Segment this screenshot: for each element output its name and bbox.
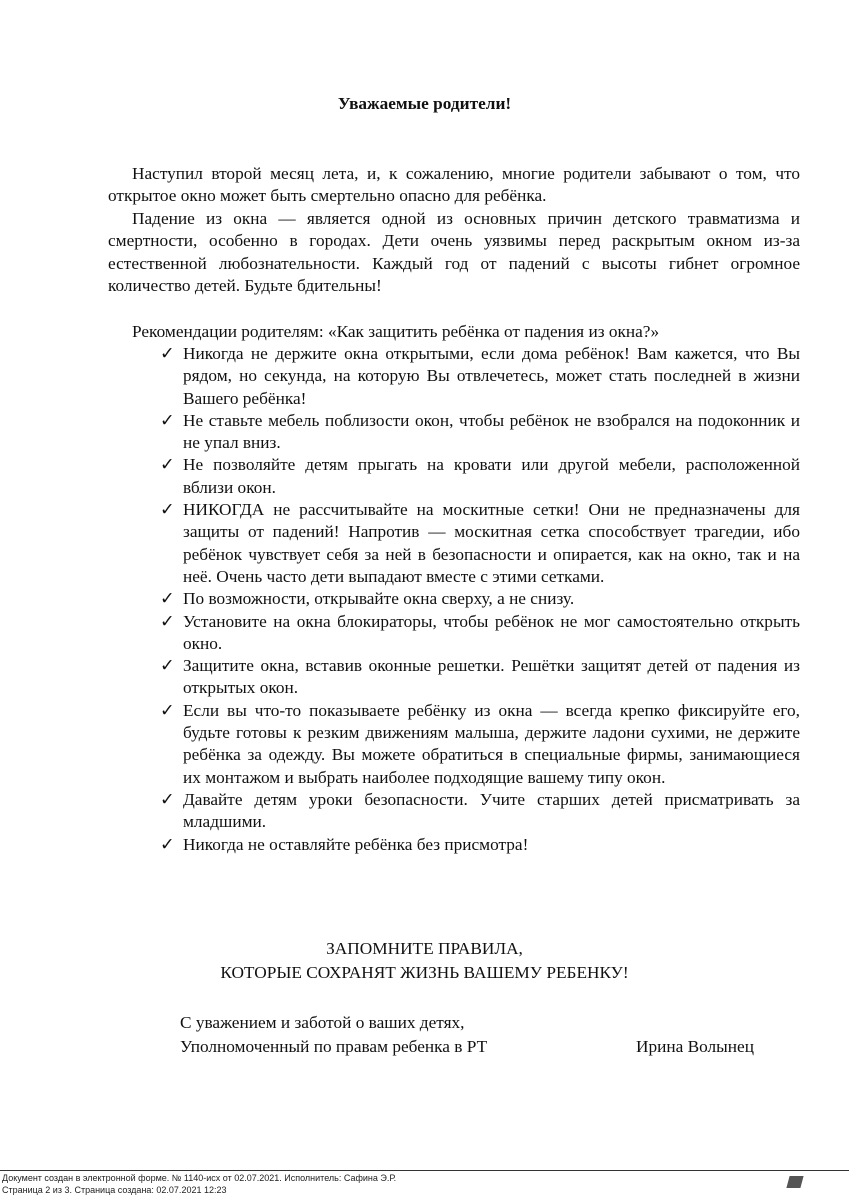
recommendation-item (160, 789, 800, 834)
caps-line: ЗАПОМНИТЕ ПРАВИЛА, (326, 939, 523, 958)
recommendation-text: Установите на окна блокираторы, чтобы ребёнок не мог самостоятельно открыть окно. (183, 611, 800, 653)
recommendation-item (160, 499, 800, 588)
recommendation-text: Не позволяйте детям прыгать на кровати или другой мебели, расположенной вблизи окон. (183, 455, 800, 497)
checkmark-icon: ✓ (160, 834, 175, 854)
recommendation-item (160, 410, 800, 455)
signature-name: Ирина Волынец (636, 1037, 754, 1056)
checkmark-icon: ✓ (160, 589, 175, 609)
recommendation-item (160, 655, 800, 700)
caps-line: КОТОРЫЕ СОХРАНЯТ ЖИЗНЬ ВАШЕМУ РЕБЕНКУ! (220, 963, 629, 982)
recommendation-text: Никогда не оставляйте ребёнка без присмотра! (183, 834, 529, 854)
checkmark-icon: ✓ (160, 455, 175, 475)
recommendation-item (160, 700, 800, 789)
document-title: Уважаемые родители! (337, 94, 512, 113)
recommendation-text: Давайте детям уроки безопасности. Учите старших детей присматривать за младшими. (183, 789, 800, 832)
recommendation-text: НИКОГДА не рассчитывайте на москитные сетки! Они не предназначены для защиты от падений! Напротив — москитная сетка способствует трагедии, ибо ребёнок чувствует себя за ней в безопасности и опирается, как на окно, так и на неё. Очень часто дети выпадают вместе с этими сетками. (183, 500, 800, 586)
recommendation-item (160, 343, 800, 410)
danger-paragraph: Падение из окна — является одной из основных причин детского травматизма и смертности, особенно в городах. Дети очень уязвимы перед раскрытым окном из-за естественной любознательности. Каждый год от падений с высоты гибнет огромное количество детей. Будьте бдительны! (108, 209, 800, 295)
footer-divider (0, 1170, 849, 1171)
recommendation-text: Защитите окна, вставив оконные решетки. Решётки защитят детей от падения из открытых окон. (183, 656, 800, 698)
logo-mark-icon (786, 1176, 803, 1188)
checkmark-icon: ✓ (160, 700, 175, 720)
recommendation-text: По возможности, открывайте окна сверху, а не снизу. (183, 589, 575, 609)
checkmark-icon: ✓ (160, 500, 175, 520)
signature-position: Уполномоченный по правам ребенка в РТ (180, 1037, 488, 1056)
remember-rules-heading (0, 937, 849, 985)
footer-doc-info: Документ создан в электронной форме. № 1140-исх от 02.07.2021. Исполнитель: Сафина Э.Р. (2, 1173, 397, 1183)
recommendations-heading: Рекомендации родителям: «Как защитить ребёнка от падения из окна?» (132, 322, 660, 341)
recommendation-item (160, 454, 800, 499)
checkmark-icon: ✓ (160, 410, 175, 430)
recommendation-item (160, 588, 800, 610)
signature-greeting: С уважением и заботой о ваших детях, (180, 1013, 465, 1032)
checkmark-icon: ✓ (160, 611, 175, 631)
footer-page-info: Страница 2 из 3. Страница создана: 02.07.2021 12:23 (2, 1185, 227, 1195)
recommendation-item (160, 611, 800, 656)
checkmark-icon: ✓ (160, 789, 175, 809)
intro-paragraph: Наступил второй месяц лета, и, к сожалению, многие родители забывают о том, что открытое окно может быть смертельно опасно для ребёнка. (108, 164, 800, 206)
checkmark-icon: ✓ (160, 344, 175, 363)
recommendation-text: Если вы что-то показываете ребёнку из окна — всегда крепко фиксируйте его, будьте готовы к резким движениям малыша, держите ладони сухими, не держите ребёнка за одежду. Вы можете обратиться в специальные фирмы, занимающиеся их монтажом и выбрать наиболее подходящие вашему типу окон. (183, 700, 800, 787)
recommendation-item (160, 834, 800, 856)
recommendations-list (160, 343, 800, 856)
recommendation-text: Не ставьте мебель поблизости окон, чтобы ребёнок не взобрался на подоконник и не упал вниз. (183, 410, 800, 453)
electronic-tatarstan-logo (788, 1176, 802, 1188)
checkmark-icon: ✓ (160, 656, 175, 676)
recommendation-text: Никогда не держите окна открытыми, если дома ребёнок! Вам кажется, что Вы рядом, но секунда, на которую Вы отвлечетесь, может стать последней в жизни Вашего ребёнка! (183, 344, 800, 408)
